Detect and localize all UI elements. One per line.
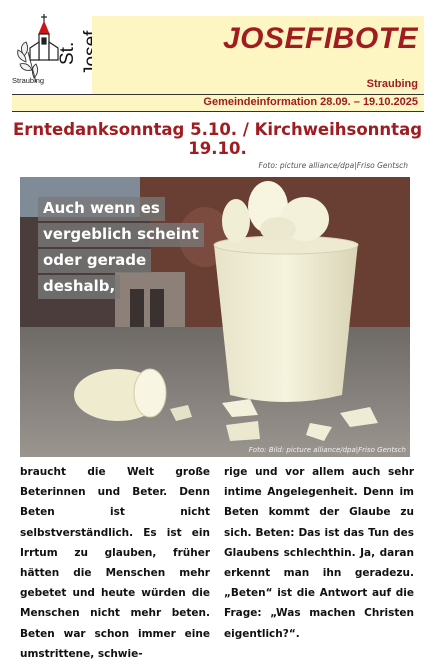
candles-photo	[20, 177, 410, 457]
issue-dates: Gemeindeinformation 28.09. – 19.10.2025	[203, 96, 418, 108]
parish-logo	[12, 12, 88, 90]
overlay-line-2: vergeblich scheint	[38, 223, 204, 247]
newsletter-title: JOSEFIBOTE	[222, 22, 418, 55]
photo-credit: Foto: picture alliance/dpa|Friso Gentsch	[258, 161, 408, 170]
photo-inner-credit: Foto: Bild: picture alliance/dpa|Friso Gentsch	[248, 446, 406, 454]
newsletter-city: Straubing	[366, 78, 418, 90]
overlay-line-1: Auch wenn es	[38, 197, 165, 221]
title-banner	[92, 16, 424, 94]
article-column-left: braucht die Welt große Beterinnen und Beter. Denn Beten ist nicht selbstverständlich. Es ist ein Irrtum zu glauben, früher hätten die Menschen mehr gebetet und heute würden die Menschen nicht mehr beten. Beten war schon immer eine umstrittene, schwie-	[20, 466, 210, 660]
masthead	[12, 12, 422, 108]
overlay-line-4: deshalb,	[38, 275, 120, 299]
info-bar	[12, 94, 424, 112]
overlay-line-3: oder gerade	[38, 249, 151, 273]
logo-city-text: Straubing	[12, 76, 45, 85]
page-headline: Erntedanksonntag 5.10. / Kirchweihsonntag 19.10.	[12, 120, 423, 158]
article-column-right: rige und vor allem auch sehr intime Angelegenheit. Denn im Beten kommt der Glaube zu sich. Beten: Das ist das Tun des Glaubens schlechthin. Ja, daran erkennt man ihn geradezu. „Beten“ ist die Antwort auf die Frage: „Was machen Christen eigentlich?“.	[224, 466, 414, 640]
article-body	[20, 462, 414, 664]
logo-name-text: St.	[57, 41, 78, 65]
